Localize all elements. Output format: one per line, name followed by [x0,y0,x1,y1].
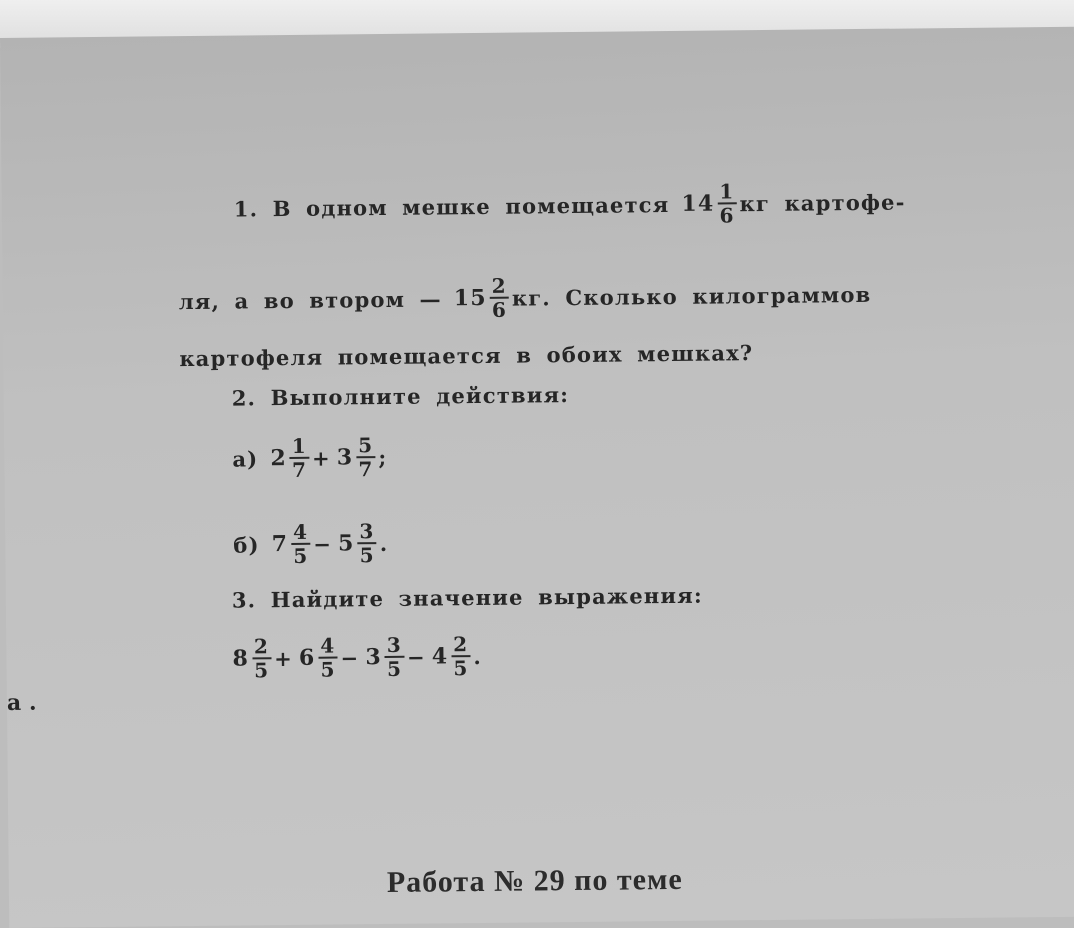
mass-2-denominator: 6 [491,297,508,322]
denominator: 5 [320,657,336,682]
item-b-label: б) [233,531,260,558]
mass-2-whole: 15 [453,284,487,312]
numerator: 1 [291,433,308,458]
item-b-term-2-fraction [357,520,377,566]
problem-1-line-2 [179,271,872,324]
problem-1-tail-2: кг. Сколько килограммов [511,281,872,311]
problem-1-text: 1. В одном мешке помещается [233,191,670,222]
denominator: 7 [291,457,308,482]
expr-term-4-fraction [451,633,471,679]
margin-mark: а . [6,689,37,716]
denominator: 7 [358,457,374,482]
problem-1-text-2: ля, а во втором — [178,285,442,314]
item-b-term-2-whole: 5 [337,530,355,557]
expr-term-2-whole: 6 [298,644,316,671]
problem-3-title-text: 3. Найдите значение выражения: [231,582,703,613]
item-a-end: ; [378,444,388,470]
item-b-term-1-whole: 7 [271,531,289,558]
mass-1-fraction [717,180,737,226]
problem-2-title [232,382,570,411]
numerator: 4 [320,633,336,658]
mass-2-fraction [490,275,510,321]
expr-term-1-fraction [252,635,272,681]
numerator: 2 [453,632,469,657]
denominator: 5 [359,543,375,568]
item-b-term-1-fraction [291,521,311,567]
expr-term-1-whole: 8 [232,645,250,672]
expr-operator-3: − [406,644,426,670]
problem-1-line-1 [234,179,906,232]
mass-1-numerator: 1 [719,179,735,204]
textbook-page [0,27,1074,928]
mass-1-whole: 14 [681,190,715,217]
numerator: 2 [253,634,270,659]
expr-operator-2: − [340,644,360,670]
problem-2-item-b [233,520,388,568]
problem-1-tail: кг картофе- [739,189,906,216]
item-b-end: . [379,530,389,556]
expr-term-4-whole: 4 [431,643,449,670]
item-a-term-1-whole: 2 [270,445,288,472]
problem-2-title-text: 2. Выполните действия: [231,382,570,411]
problem-2-item-a [232,434,387,482]
expr-term-2-fraction [318,635,338,681]
item-a-term-1-fraction [290,435,310,481]
problem-3-title [232,583,703,613]
expr-term-3-fraction [385,634,405,680]
item-a-operator: + [311,445,331,471]
item-a-term-2-whole: 3 [336,444,354,471]
expr-end: . [473,643,483,669]
expr-operator-1: + [274,645,294,671]
denominator: 5 [293,543,309,568]
numerator: 5 [358,433,374,458]
item-a-label: а) [232,445,259,472]
denominator: 5 [254,658,270,683]
section-heading: Работа № 29 по теме [386,862,683,899]
problem-1-question: картофеля помещается в обоих мешках? [179,340,754,372]
problem-3-expression [232,633,482,682]
denominator: 5 [453,656,469,681]
numerator: 3 [359,519,375,544]
numerator: 4 [292,519,309,544]
problem-1-line-3 [179,340,753,371]
mass-2-numerator: 2 [491,273,507,298]
item-b-operator: − [313,531,333,557]
numerator: 3 [386,632,403,657]
mass-1-denominator: 6 [719,203,735,228]
denominator: 5 [386,656,403,681]
expr-term-3-whole: 3 [365,644,383,671]
item-a-term-2-fraction [356,434,376,480]
